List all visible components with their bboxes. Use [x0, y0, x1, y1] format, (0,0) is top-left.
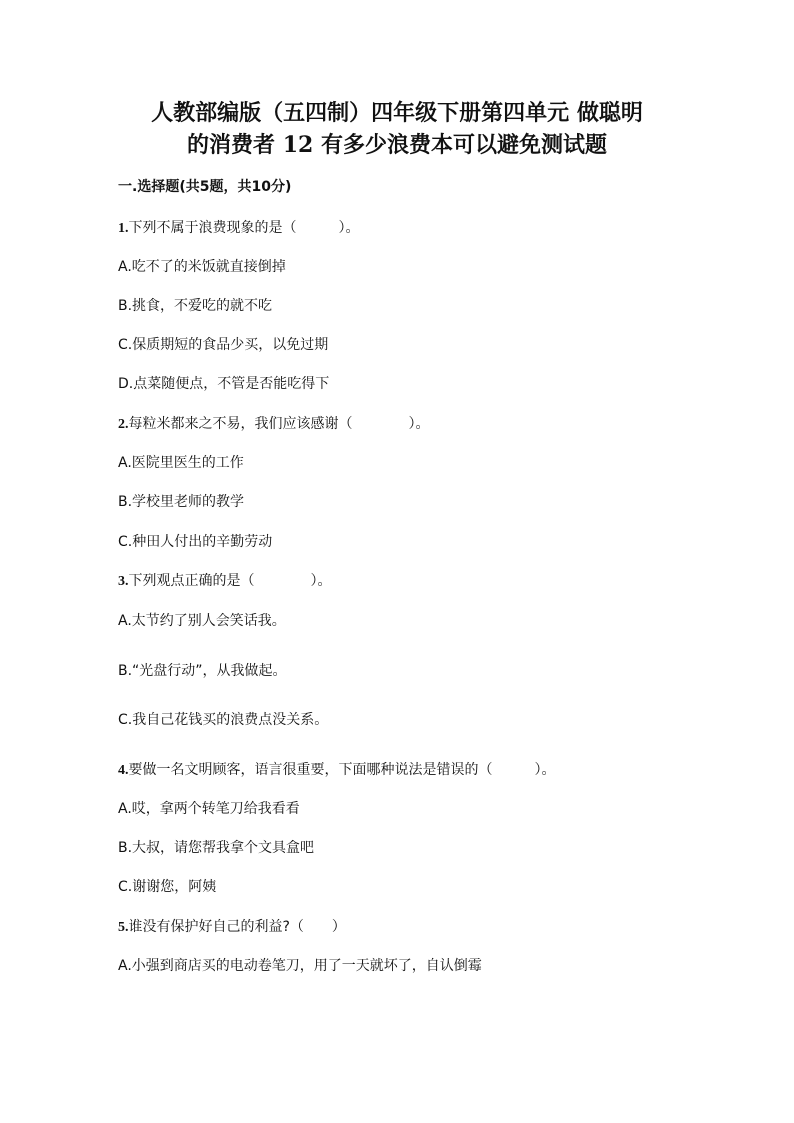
option-2b: B.学校里老师的教学	[118, 494, 245, 510]
section-heading: 一.选择题(共5题，共10分)	[118, 179, 292, 195]
option-4c: C.谢谢您，阿姨	[118, 879, 217, 895]
option-1d: D.点菜随便点，不管是否能吃得下	[118, 376, 330, 392]
question-stem: 下列不属于浪费现象的是（ ）。	[128, 220, 360, 236]
question-1	[118, 217, 360, 240]
question-2	[118, 413, 430, 436]
question-stem: 下列观点正确的是（ ）。	[128, 573, 332, 589]
option-1c: C.保质期短的食品少买，以免过期	[118, 337, 329, 353]
option-1b: B.挑食，不爱吃的就不吃	[118, 298, 273, 314]
option-5a: A.小强到商店买的电动卷笔刀，用了一天就坏了，自认倒霉	[118, 958, 482, 974]
question-4	[118, 759, 556, 782]
question-number: 2.	[118, 417, 129, 432]
option-2c: C.种田人付出的辛勤劳动	[118, 534, 273, 550]
option-2a: A.医院里医生的工作	[118, 455, 244, 471]
question-stem: 谁没有保护好自己的利益?（ ）	[128, 919, 346, 935]
option-4a: A.哎，拿两个转笔刀给我看看	[118, 801, 300, 817]
option-3c: C.我自己花钱买的浪费点没关系。	[118, 712, 329, 728]
question-3	[118, 570, 332, 593]
question-number: 3.	[118, 574, 129, 589]
question-5	[118, 916, 346, 939]
exam-title-line-1: 人教部编版（五四制）四年级下册第四单元 做聪明	[151, 100, 643, 126]
option-3b: B.“光盘行动”，从我做起。	[118, 663, 287, 679]
option-4b: B.大叔，请您帮我拿个文具盒吧	[118, 840, 315, 856]
question-stem: 每粒米都来之不易，我们应该感谢（ ）。	[128, 416, 430, 432]
question-number: 5.	[118, 920, 129, 935]
exam-title-line-2: 的消费者 12 有多少浪费本可以避免测试题	[187, 132, 607, 158]
question-number: 4.	[118, 763, 129, 778]
question-number: 1.	[118, 221, 129, 236]
option-3a: A.太节约了别人会笑话我。	[118, 613, 286, 629]
question-stem: 要做一名文明顾客，语言很重要，下面哪种说法是错误的（ ）。	[128, 762, 556, 778]
option-1a: A.吃不了的米饭就直接倒掉	[118, 259, 286, 275]
